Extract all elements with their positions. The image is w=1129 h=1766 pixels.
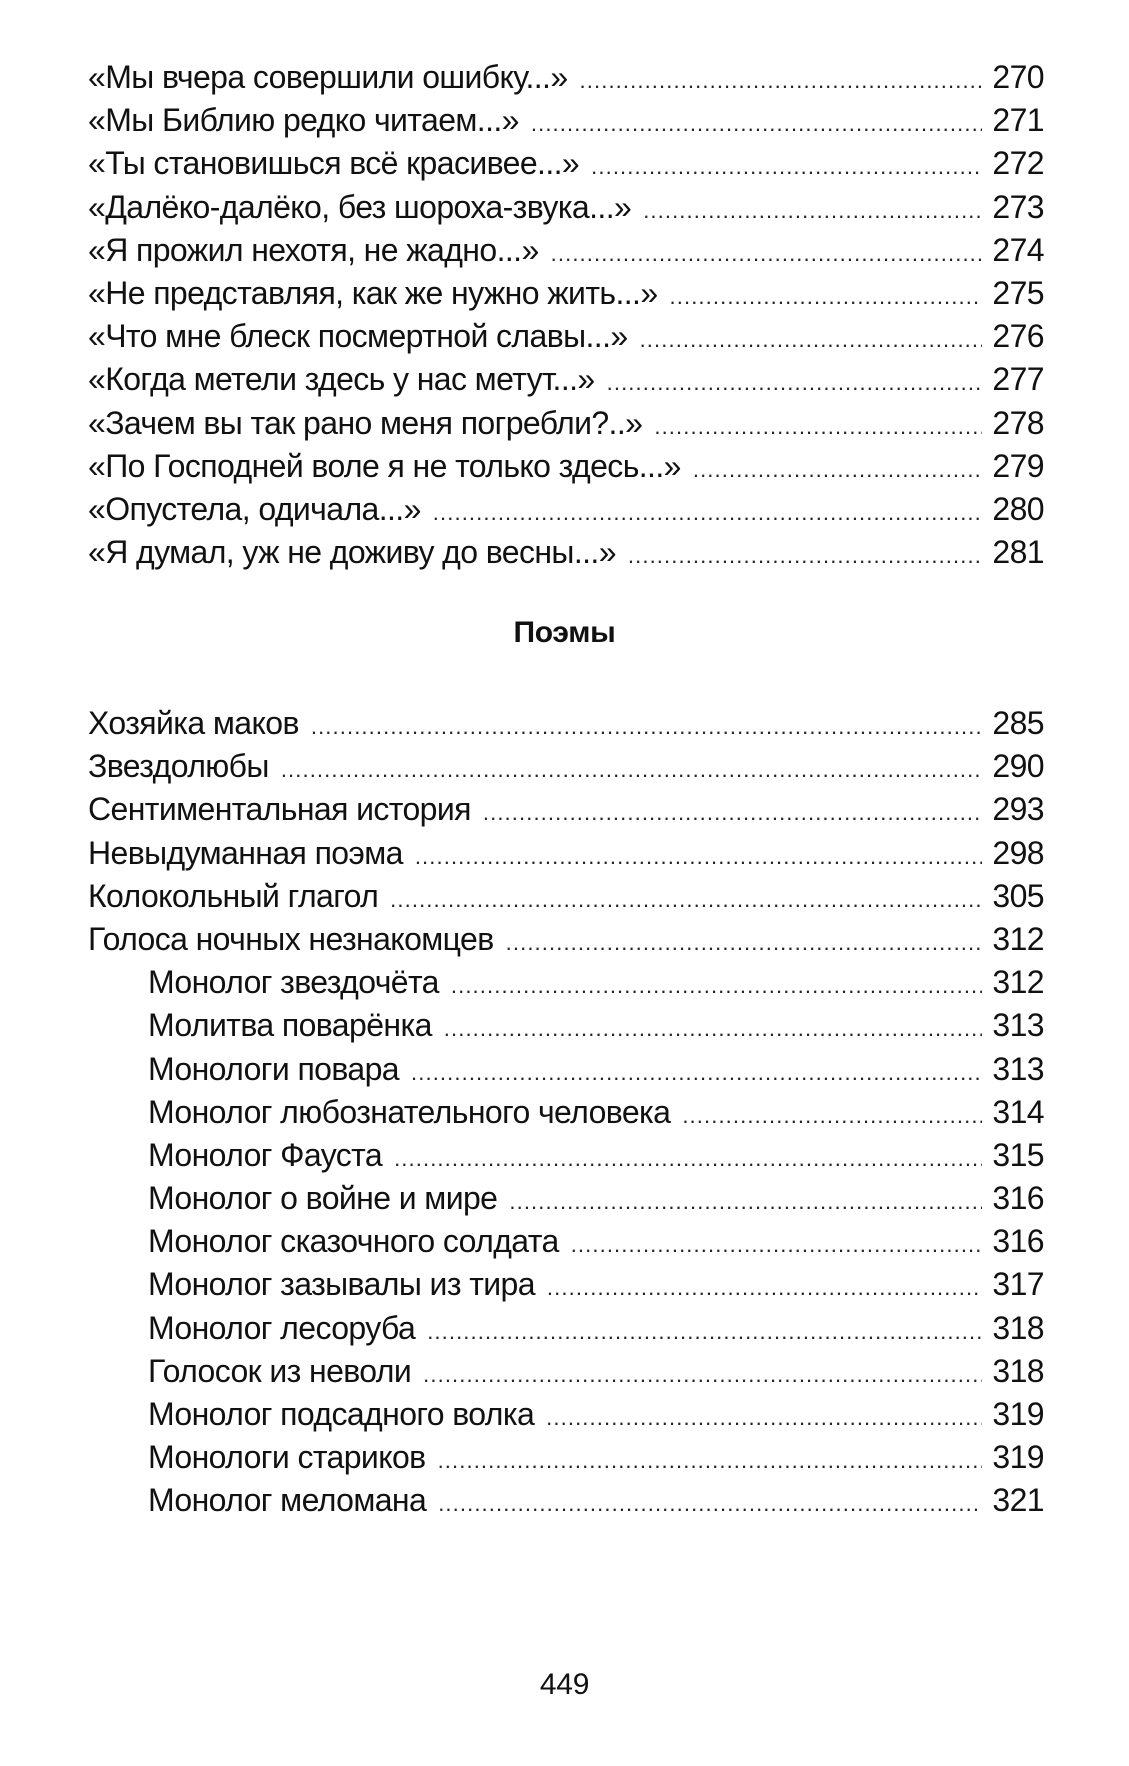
toc-entry-page: 321	[992, 1482, 1044, 1519]
toc-list-poems-continued	[88, 56, 1044, 574]
toc-entry-page: 280	[992, 490, 1044, 527]
toc-entry	[88, 488, 1044, 531]
dot-leader	[427, 1307, 982, 1353]
toc-entry-title: Молитва поварёнка	[148, 1007, 432, 1044]
toc-entry-title: «Ты становишься всё красивее...»	[88, 145, 580, 182]
page-number: 449	[539, 1668, 590, 1701]
dot-leader	[546, 1393, 982, 1439]
toc-entry-title: «Я думал, уж не доживу до весны...»	[88, 534, 616, 571]
toc-subentry	[88, 1220, 1044, 1263]
toc-entry-page: 285	[992, 705, 1044, 741]
toc-entry-title: «По Господней воле я не только здесь...»	[88, 447, 681, 484]
dot-leader	[693, 445, 982, 491]
toc-entry-page: 319	[992, 1396, 1044, 1432]
dot-leader	[411, 1048, 982, 1094]
toc-entry-title: Голоса ночных незнакомцев	[88, 920, 494, 957]
toc-entry-page: 271	[992, 102, 1044, 139]
toc-entry-title: Сентиментальная история	[88, 791, 471, 828]
toc-entry	[88, 402, 1044, 445]
dot-leader	[444, 1004, 982, 1050]
toc-entry	[88, 445, 1044, 488]
toc-entry-page: 313	[992, 1050, 1044, 1087]
toc-entry-title: «Не представляя, как же нужно жить...»	[88, 274, 658, 311]
dot-leader	[311, 702, 982, 748]
dot-leader	[433, 488, 982, 534]
dot-leader	[451, 961, 982, 1007]
dot-leader	[438, 1436, 982, 1482]
toc-subentry	[88, 1048, 1044, 1091]
toc-entry-page: 315	[992, 1136, 1044, 1173]
toc-entry-title: Монолог меломана	[148, 1482, 427, 1519]
toc-entry	[88, 272, 1044, 315]
toc-entry-page: 293	[992, 791, 1044, 828]
toc-entry	[88, 702, 1044, 745]
toc-entry-page: 276	[992, 318, 1044, 355]
toc-entry-page: 270	[992, 59, 1044, 95]
toc-entry-title: «Далёко-далёко, без шороха-звука...»	[88, 188, 632, 225]
toc-entry	[88, 142, 1044, 185]
toc-entry	[88, 531, 1044, 574]
toc-entry	[88, 918, 1044, 961]
toc-subentry	[88, 1177, 1044, 1220]
toc-entry-page: 274	[992, 231, 1044, 268]
toc-entry-page: 312	[992, 964, 1044, 1001]
toc-subentry	[88, 1263, 1044, 1306]
toc-entry	[88, 56, 1044, 99]
toc-entry-title: «Зачем вы так рано меня погребли?..»	[88, 404, 643, 441]
toc-entry-page: 281	[992, 534, 1044, 571]
toc-entry	[88, 745, 1044, 788]
toc-entry-page: 272	[992, 145, 1044, 182]
dot-leader	[509, 1177, 982, 1223]
dot-leader	[423, 1350, 982, 1396]
toc-entry-title: «Я прожил нехотя, не жадно...»	[88, 231, 539, 268]
dot-leader	[682, 1091, 982, 1137]
dot-leader	[390, 875, 982, 921]
toc-entry-title: Монологи стариков	[148, 1439, 426, 1476]
toc-subentry	[88, 1307, 1044, 1350]
toc-entry	[88, 99, 1044, 142]
toc-entry-page: 275	[992, 274, 1044, 311]
toc-subentry	[88, 1436, 1044, 1479]
dot-leader	[531, 99, 982, 145]
toc-entry-page: 277	[992, 361, 1044, 398]
toc-entry	[88, 788, 1044, 831]
toc-entry-title: Монолог сказочного солдата	[148, 1223, 559, 1260]
dot-leader	[415, 832, 982, 878]
toc-entry	[88, 832, 1044, 875]
dot-leader	[670, 272, 982, 318]
toc-entry-page: 313	[992, 1007, 1044, 1044]
toc-entry-page: 312	[992, 920, 1044, 957]
toc-entry	[88, 875, 1044, 918]
section-heading: Поэмы	[513, 616, 616, 649]
toc-entry-page: 319	[992, 1439, 1044, 1476]
toc-entry-page: 278	[992, 404, 1044, 441]
toc-entry-title: «Мы вчера совершили ошибку...»	[88, 59, 568, 95]
toc-subentry	[88, 1004, 1044, 1047]
toc-entry-title: Монолог зазывалы из тира	[148, 1266, 535, 1303]
dot-leader	[438, 1479, 982, 1525]
dot-leader	[547, 1263, 982, 1309]
toc-entry-page: 318	[992, 1309, 1044, 1346]
dot-leader	[571, 1220, 982, 1266]
toc-entry-title: Голосок из неволи	[148, 1352, 412, 1389]
toc-entry-page: 318	[992, 1352, 1044, 1389]
toc-entry	[88, 358, 1044, 401]
toc-entry-title: Невыдуманная поэма	[88, 834, 403, 871]
toc-entry-title: Монологи повара	[148, 1050, 400, 1087]
dot-leader	[580, 56, 982, 102]
toc-subentry	[88, 1393, 1044, 1436]
toc-entry	[88, 186, 1044, 229]
toc-entry-title: Монолог звездочёта	[148, 964, 439, 1001]
toc-entry-page: 314	[992, 1093, 1044, 1130]
toc-subentry	[88, 1091, 1044, 1134]
toc-entry-page: 305	[992, 877, 1044, 914]
toc-entry-page: 316	[992, 1223, 1044, 1260]
toc-subentry	[88, 961, 1044, 1004]
dot-leader	[643, 186, 982, 232]
toc-entry-page: 317	[992, 1266, 1044, 1303]
toc-entry-title: «Мы Библию редко читаем...»	[88, 102, 519, 139]
dot-leader	[551, 229, 982, 275]
toc-entry-page: 316	[992, 1180, 1044, 1217]
toc-subentry	[88, 1350, 1044, 1393]
toc-entry-title: Монолог лесоруба	[148, 1309, 416, 1346]
toc-entry-page: 290	[992, 748, 1044, 785]
toc-entry-title: «Что мне блеск посмертной славы...»	[88, 318, 628, 355]
dot-leader	[281, 745, 982, 791]
toc-entry-title: «Когда метели здесь у нас метут...»	[88, 361, 595, 398]
dot-leader	[640, 315, 982, 361]
toc-entry-title: Звездолюбы	[88, 748, 269, 785]
toc-list-long-poems	[88, 702, 1044, 1523]
toc-subentry	[88, 1479, 1044, 1522]
dot-leader	[394, 1134, 982, 1180]
dot-leader	[591, 142, 982, 188]
toc-subentry	[88, 1134, 1044, 1177]
toc-entry-page: 273	[992, 188, 1044, 225]
toc-entry-title: «Опустела, одичала...»	[88, 490, 421, 527]
toc-entry-title: Колокольный глагол	[88, 877, 379, 914]
dot-leader	[654, 402, 982, 448]
toc-entry-title: Монолог Фауста	[148, 1136, 383, 1173]
toc-entry-page: 279	[992, 447, 1044, 484]
toc-entry-title: Монолог о войне и мире	[148, 1180, 498, 1217]
toc-entry	[88, 229, 1044, 272]
toc-entry	[88, 315, 1044, 358]
dot-leader	[483, 788, 982, 834]
dot-leader	[506, 918, 982, 964]
dot-leader	[607, 358, 982, 404]
toc-entry-title: Хозяйка маков	[88, 705, 299, 741]
toc-entry-title: Монолог подсадного волка	[148, 1396, 535, 1432]
dot-leader	[628, 531, 982, 577]
toc-entry-page: 298	[992, 834, 1044, 871]
toc-entry-title: Монолог любознательного человека	[148, 1093, 671, 1130]
